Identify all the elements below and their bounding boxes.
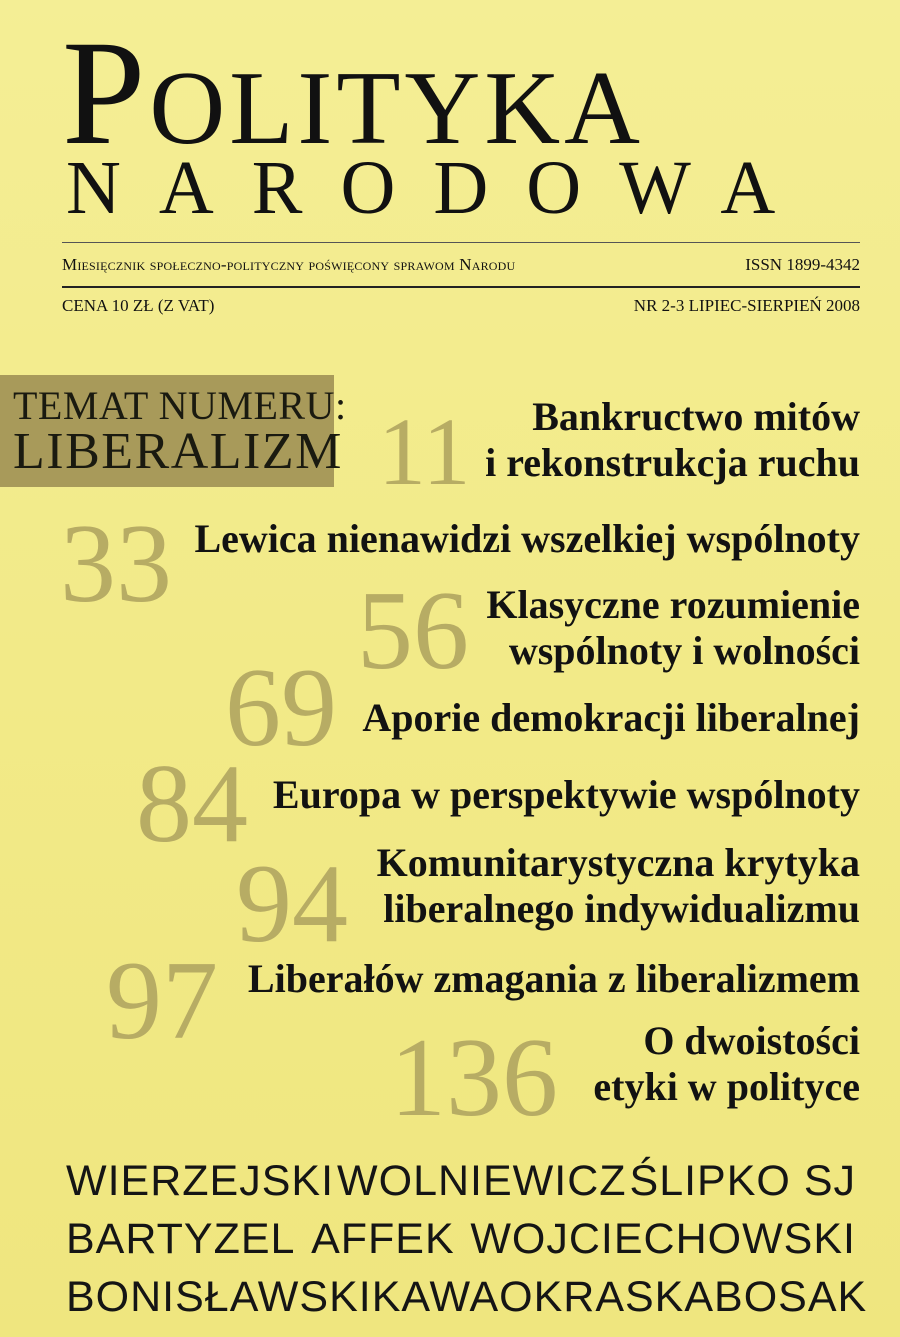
theme-topic: LIBERALIZM [13,423,343,480]
author-row [66,1157,856,1205]
author-name: KAWA [371,1273,500,1321]
page-number: 84 [136,742,248,866]
article-headline: Klasyczne rozumienie wspólnoty i wolności [486,582,860,673]
author-name: OKRASKA [499,1273,715,1321]
magazine-tagline: Miesięcznik społeczno-polityczny poświęcony sprawom Narodu [62,255,516,274]
author-name: ŚLIPKO SJ [629,1157,856,1205]
page-number: 11 [378,398,471,505]
author-name: BOSAK [714,1273,868,1321]
masthead-rule-top [62,242,860,243]
page-number: 136 [390,1016,558,1140]
theme-label: TEMAT NUMERU: [13,383,347,428]
author-name: WOLNIEWICZ [337,1157,627,1205]
page-number: 69 [225,646,337,770]
author-name: WIERZEJSKI [66,1157,335,1205]
magazine-subtitle: NARODOWA [66,146,814,230]
author-name: AFFEK [311,1215,455,1263]
article-headline: Aporie demokracji liberalnej [362,695,860,740]
masthead-rule-bottom [62,286,860,288]
article-headline: Lewica nienawidzi wszelkiej wspólnoty [194,516,860,561]
author-name: BONISŁAWSKI [66,1273,372,1321]
page-number: 56 [357,569,469,693]
issn-number: ISSN 1899-4342 [745,255,860,274]
article-headline: Komunitarystyczna krytyka liberalnego indywidualizmu [376,840,860,931]
page-number: 97 [106,939,218,1063]
author-row [66,1215,856,1263]
article-headline: O dwoistości etyki w polityce [593,1018,860,1109]
magazine-title: Polityka [62,10,644,176]
author-name: BARTYZEL [66,1215,296,1263]
cover-price: CENA 10 ZŁ (Z VAT) [62,296,215,315]
page-number: 33 [60,502,172,626]
author-name: WOJCIECHOWSKI [470,1215,856,1263]
author-row [66,1273,868,1321]
article-headline: Liberałów zmagania z liberalizmem [247,956,860,1001]
issue-info: NR 2-3 LIPIEC-SIERPIEŃ 2008 [633,296,860,315]
article-headline: Europa w perspektywie wspólnoty [272,772,860,817]
article-headline: Bankructwo mitów i rekonstrukcja ruchu [485,394,860,485]
page-number: 94 [236,842,348,966]
